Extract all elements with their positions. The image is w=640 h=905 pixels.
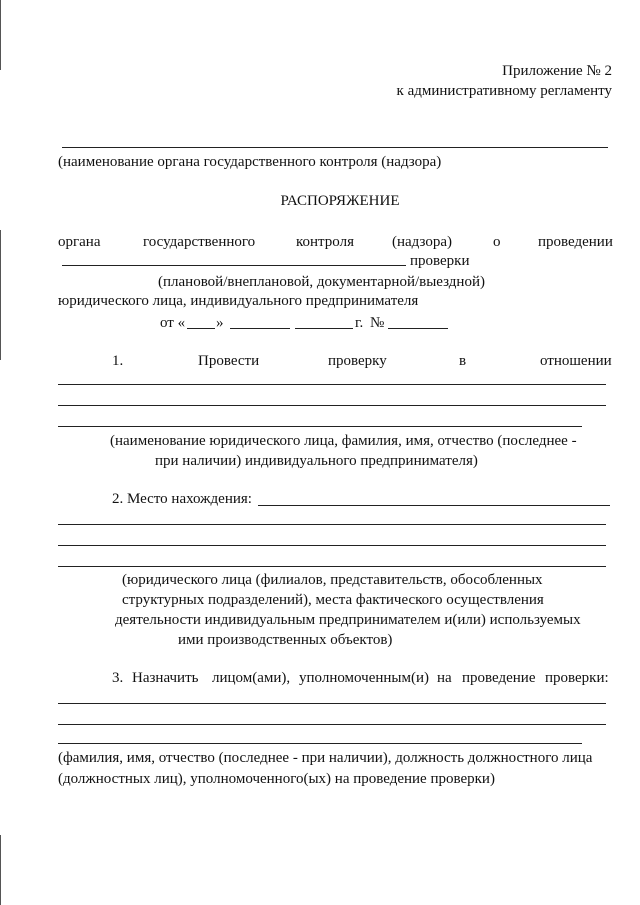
document-title: РАСПОРЯЖЕНИЕ [280,193,400,209]
inspection-word: проверки [410,253,470,269]
scan-edge-mark [0,230,1,360]
item2-caption: (юридического лица (филиалов, представительств, обособленных [122,572,543,588]
item3-caption: (должностных лиц), уполномоченного(ых) на проведение проверки) [58,771,495,787]
subject-word: государственного [143,234,256,250]
appendix-regulation-line: к административному регламенту [396,83,612,99]
item1-entity-field-line[interactable] [58,426,582,427]
item2-caption: деятельности индивидуальным предпринимателем и(или) используемых [115,612,581,628]
order-number-field[interactable] [388,328,448,329]
item1-word: Провести [198,353,260,369]
item3-word: проверки: [545,670,609,686]
item3-word: лицом(ами), [212,670,291,686]
number-sign: № [370,315,385,331]
item2-caption: структурных подразделений), места фактического осуществления [122,592,544,608]
date-from-label: от « [160,315,186,331]
date-quote-close: » [216,315,224,331]
scan-edge-mark [0,0,1,70]
subject-word: (надзора) [392,234,452,250]
item1-word: 1. [112,353,124,369]
item2-location-field-line[interactable] [258,505,610,506]
item1-word: в [459,353,467,369]
item3-inspector-field-line[interactable] [58,724,606,725]
item2-caption: ими производственных объектов) [178,632,393,648]
item2-location-field-line[interactable] [58,524,606,525]
item3-inspector-field-line[interactable] [58,743,582,744]
item3-word: Назначить [132,670,199,686]
inspection-type-field[interactable] [62,265,406,266]
date-year-field[interactable] [295,328,353,329]
year-abbrev: г. [355,315,364,331]
item1-entity-field-line[interactable] [58,405,606,406]
item1-caption: (наименование юридического лица, фамилия, имя, отчество (последнее - [110,433,577,449]
subject-word: о [493,234,501,250]
scan-edge-mark [0,835,1,905]
subject-word: органа [58,234,101,250]
item3-inspector-field-line[interactable] [58,703,606,704]
entity-type-line: юридического лица, индивидуального предпринимателя [58,293,419,309]
item1-word: проверку [328,353,387,369]
authority-caption: (наименование органа государственного контроля (надзора) [58,154,442,170]
authority-name-field[interactable] [62,147,608,148]
item3-word: на [437,670,452,686]
item1-entity-field-line[interactable] [58,384,606,385]
date-day-field[interactable] [187,328,215,329]
item3-word: уполномоченным(и) [299,670,430,686]
item1-word: отношении [540,353,612,369]
subject-word: контроля [296,234,354,250]
item3-word: проведение [462,670,536,686]
date-month-field[interactable] [230,328,290,329]
inspection-type-caption: (плановой/внеплановой, документарной/выездной) [158,274,485,290]
appendix-number: Приложение № 2 [502,63,612,79]
item1-caption: при наличии) индивидуального предпринимателя) [155,453,478,469]
item2-location-field-line[interactable] [58,566,606,567]
item2-label: 2. Место нахождения: [112,491,252,507]
subject-word: проведении [538,234,613,250]
item3-word: 3. [112,670,124,686]
item2-location-field-line[interactable] [58,545,606,546]
item3-caption: (фамилия, имя, отчество (последнее - при наличии), должность должностного лица [58,750,593,766]
